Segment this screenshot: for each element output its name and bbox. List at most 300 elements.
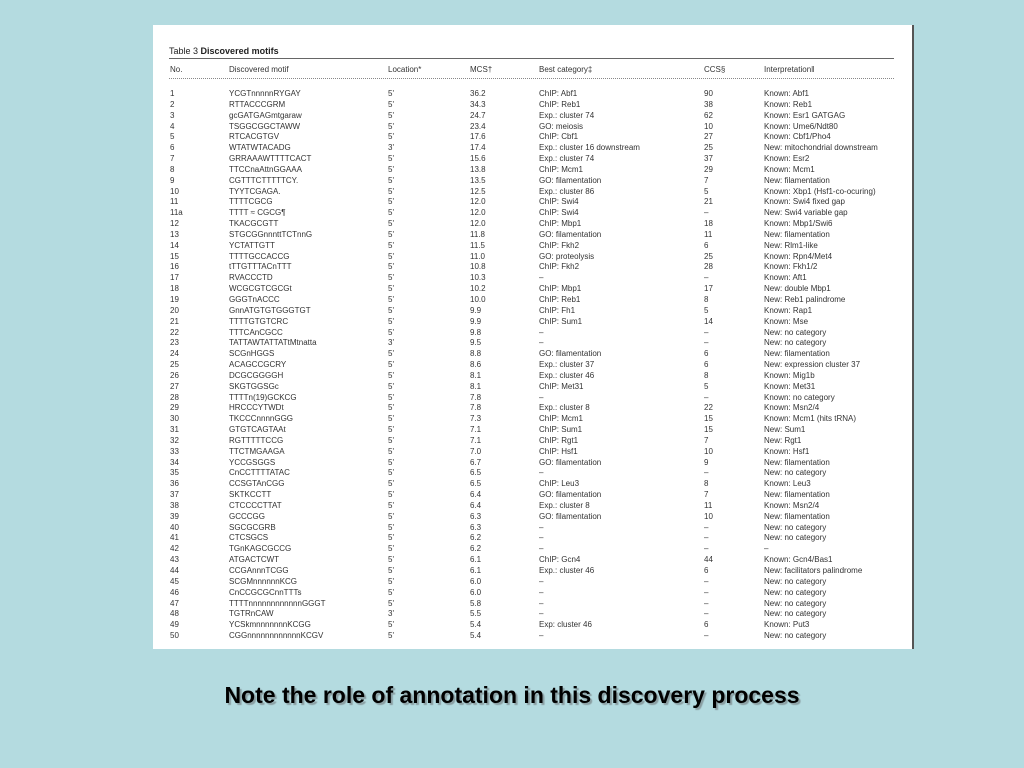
cell-ccs: 6 (704, 349, 709, 359)
cell-best-category: – (539, 609, 544, 619)
cell-motif: ATGACTCWT (229, 555, 280, 565)
cell-interpretation: Known: Fkh1/2 (764, 262, 818, 272)
cell-motif: ACAGCCGCRY (229, 360, 287, 369)
cell-motif: YCGTnnnnnRYGAY (229, 89, 301, 98)
cell-motif: SKGTGGSGc (229, 381, 279, 391)
cell-best-category: ChIP: Swi4 (539, 208, 579, 218)
cell-motif: WCGCGTCGCGt (229, 284, 292, 294)
cell-best-category: Exp.: cluster 8 (539, 403, 590, 413)
table-caption-prefix: Table 3 (169, 46, 199, 56)
cell-no: 14 (170, 240, 179, 250)
cell-mcs: 8.1 (470, 381, 482, 391)
cell-mcs: 6.5 (470, 479, 482, 489)
cell-ccs: 90 (704, 89, 713, 98)
cell-interpretation: New: facilitators palindrome (764, 566, 863, 575)
cell-ccs: 17 (704, 284, 713, 294)
cell-interpretation: Known: Reb1 (764, 99, 813, 109)
cell-location: 5' (388, 154, 394, 163)
cell-motif: TSGGCGGCTAWW (229, 121, 301, 131)
cell-ccs: 9 (704, 457, 709, 467)
cell-no: 29 (170, 403, 179, 413)
cell-no: 10 (170, 186, 179, 196)
cell-mcs: 12.5 (470, 186, 486, 196)
cell-ccs: 10 (704, 511, 713, 521)
cell-mcs: 15.6 (470, 154, 486, 163)
cell-location: 5' (388, 175, 394, 185)
cell-interpretation: – (764, 544, 769, 554)
cell-interpretation: New: Swi4 variable gap (764, 208, 848, 218)
cell-best-category: Exp.: cluster 86 (539, 186, 595, 196)
cell-best-category: ChIP: Met31 (539, 381, 584, 391)
cell-mcs: 8.6 (470, 360, 482, 369)
cell-best-category: GO: meiosis (539, 121, 584, 131)
cell-motif: RVACCCTD (229, 273, 273, 283)
cell-no: 4 (170, 121, 175, 131)
cell-location: 5' (388, 381, 394, 391)
table-caption-title: Discovered motifs (200, 46, 279, 56)
cell-ccs: – (704, 544, 709, 554)
cell-interpretation: New: Rgt1 (764, 435, 802, 445)
cell-mcs: 12.0 (470, 219, 486, 229)
cell-no: 3 (170, 110, 175, 120)
cell-no: 15 (170, 251, 179, 261)
cell-motif: TTCTMGAAGA (229, 446, 285, 456)
cell-ccs: – (704, 598, 709, 608)
cell-motif: YCTATTGTT (229, 240, 275, 250)
cell-mcs: 10.2 (470, 284, 486, 294)
cell-no: 28 (170, 392, 179, 402)
cell-interpretation: Known: Hsf1 (764, 446, 810, 456)
cell-ccs: – (704, 208, 709, 218)
cell-mcs: 13.5 (470, 175, 486, 185)
cell-interpretation: New: filamentation (764, 490, 830, 500)
cell-location: 5' (388, 295, 394, 304)
cell-mcs: 7.3 (470, 414, 482, 424)
cell-ccs: 8 (704, 295, 709, 304)
cell-interpretation: Known: Abf1 (764, 89, 809, 98)
cell-interpretation: New: Sum1 (764, 425, 806, 434)
cell-ccs: 10 (704, 121, 713, 131)
cell-no: 1 (170, 89, 175, 98)
cell-interpretation: Known: Xbp1 (Hsf1-co-ocuring) (764, 186, 876, 196)
cell-motif: tTTGTTTACnTTT (229, 262, 292, 272)
cell-interpretation: New: expression cluster 37 (764, 360, 861, 369)
cell-interpretation: Known: Esr2 (764, 154, 810, 163)
cell-best-category: ChIP: Cbf1 (539, 132, 579, 142)
cell-ccs: – (704, 587, 709, 597)
cell-no: 50 (170, 631, 179, 640)
cell-mcs: 7.0 (470, 446, 482, 456)
cell-interpretation: Known: Mig1b (764, 370, 815, 380)
cell-ccs: 29 (704, 164, 713, 174)
cell-interpretation: Known: Ume6/Ndt80 (764, 121, 838, 131)
cell-no: 13 (170, 229, 179, 239)
cell-motif: TTTTn(19)GCKCG (229, 392, 297, 402)
cell-no: 18 (170, 284, 179, 294)
cell-mcs: 10.0 (470, 295, 486, 304)
cell-ccs: 5 (704, 186, 709, 196)
cell-interpretation: Known: Mbp1/Swi6 (764, 219, 833, 229)
cell-best-category: ChIP: Mbp1 (539, 219, 582, 229)
cell-location: 5' (388, 392, 394, 402)
cell-location: 5' (388, 316, 394, 326)
cell-location: 5' (388, 219, 394, 229)
cell-ccs: 44 (704, 555, 713, 565)
cell-interpretation: New: no category (764, 338, 827, 348)
cell-interpretation: New: no category (764, 631, 827, 640)
cell-ccs: 7 (704, 175, 709, 185)
cell-best-category: ChIP: Reb1 (539, 295, 581, 304)
cell-ccs: 8 (704, 370, 709, 380)
cell-no: 11 (170, 197, 179, 207)
cell-no: 21 (170, 316, 179, 326)
cell-no: 33 (170, 446, 179, 456)
cell-no: 22 (170, 327, 179, 337)
cell-best-category: ChIP: Sum1 (539, 425, 583, 434)
cell-best-category: Exp.: cluster 37 (539, 360, 595, 369)
cell-motif: TTTTGTGTCRC (229, 316, 289, 326)
cell-mcs: 24.7 (470, 110, 486, 120)
cell-mcs: 6.5 (470, 468, 482, 478)
cell-location: 5' (388, 425, 394, 434)
cell-no: 37 (170, 490, 179, 500)
cell-location: 5' (388, 490, 394, 500)
cell-location: 5' (388, 468, 394, 478)
cell-ccs: – (704, 631, 709, 640)
cell-location: 5' (388, 435, 394, 445)
cell-interpretation: New: no category (764, 587, 827, 597)
cell-best-category: Exp.: cluster 74 (539, 110, 595, 120)
cell-ccs: – (704, 522, 709, 532)
cell-no: 6 (170, 143, 175, 153)
cell-mcs: 9.5 (470, 338, 482, 348)
cell-motif: TTTTGCCACCG (229, 251, 290, 261)
cell-mcs: 11.8 (470, 229, 485, 239)
cell-best-category: ChIP: Mcm1 (539, 164, 584, 174)
cell-no: 32 (170, 435, 179, 445)
cell-no: 17 (170, 273, 179, 283)
cell-best-category: ChIP: Abf1 (539, 89, 578, 98)
cell-no: 42 (170, 544, 179, 554)
cell-no: 43 (170, 555, 179, 565)
cell-location: 5' (388, 587, 394, 597)
cell-motif: CnCCGCGCnnTTTs (229, 587, 302, 597)
cell-ccs: 6 (704, 566, 709, 575)
cell-ccs: 25 (704, 251, 713, 261)
cell-best-category: – (539, 327, 544, 337)
header-interpretation: Interpretation‖ (764, 65, 815, 74)
cell-best-category: Exp.: cluster 8 (539, 500, 590, 510)
cell-interpretation: New: no category (764, 468, 827, 478)
cell-best-category: GO: filamentation (539, 175, 602, 185)
cell-location: 3' (388, 609, 394, 619)
cell-interpretation: New: filamentation (764, 457, 830, 467)
cell-location: 5' (388, 576, 394, 586)
cell-mcs: 34.3 (470, 99, 486, 109)
cell-mcs: 11.0 (470, 251, 485, 261)
cell-interpretation: Known: Msn2/4 (764, 500, 820, 510)
cell-motif: CGTTTCTTTTTCY. (229, 175, 299, 185)
cell-motif: HRCCCYTWDt (229, 403, 284, 413)
cell-location: 5' (388, 240, 394, 250)
cell-best-category: ChIP: Fkh2 (539, 262, 580, 272)
cell-interpretation: New: Reb1 palindrome (764, 295, 846, 304)
cell-best-category: ChIP: Leu3 (539, 479, 580, 489)
cell-mcs: 6.4 (470, 500, 482, 510)
cell-ccs: 18 (704, 219, 713, 229)
cell-interpretation: Known: Gcn4/Bas1 (764, 555, 833, 565)
cell-ccs: 62 (704, 110, 713, 120)
cell-best-category: ChIP: Fkh2 (539, 240, 580, 250)
cell-location: 5' (388, 620, 394, 630)
cell-location: 5' (388, 414, 394, 424)
cell-mcs: 36.2 (470, 89, 486, 98)
cell-interpretation: Known: Cbf1/Pho4 (764, 132, 831, 142)
cell-no: 12 (170, 219, 179, 229)
cell-motif: gcGATGAGmtgaraw (229, 110, 302, 120)
cell-motif: CnCCTTTTATAC (229, 468, 290, 478)
cell-best-category: – (539, 468, 544, 478)
cell-mcs: 17.4 (470, 143, 486, 153)
cell-mcs: 17.6 (470, 132, 486, 142)
cell-ccs: 22 (704, 403, 713, 413)
cell-no: 9 (170, 175, 175, 185)
cell-location: 5' (388, 305, 394, 315)
cell-ccs: – (704, 468, 709, 478)
cell-interpretation: New: filamentation (764, 175, 830, 185)
cell-motif: CCGAnnnTCGG (229, 566, 289, 575)
table-top-rule (169, 58, 894, 59)
header-mcs: MCS† (470, 65, 493, 74)
cell-mcs: 6.2 (470, 533, 482, 543)
cell-best-category: ChIP: Fh1 (539, 305, 576, 315)
cell-ccs: 7 (704, 490, 709, 500)
cell-motif: WTATWTACADG (229, 143, 291, 153)
cell-motif: TTTT ≈ CGCG¶ (229, 208, 286, 218)
cell-no: 11a (170, 208, 183, 218)
cell-best-category: GO: filamentation (539, 229, 602, 239)
cell-interpretation: Known: Swi4 fixed gap (764, 197, 845, 207)
cell-motif: YCCGSGGS (229, 457, 276, 467)
cell-mcs: 6.1 (470, 555, 482, 565)
cell-motif: TTCCnaAttnGGAAA (229, 164, 302, 174)
header-rule (169, 78, 894, 79)
cell-best-category: ChIP: Sum1 (539, 316, 583, 326)
cell-ccs: – (704, 338, 709, 348)
cell-best-category: GO: filamentation (539, 490, 602, 500)
cell-no: 30 (170, 414, 179, 424)
cell-motif: SCGnHGGS (229, 349, 275, 359)
cell-mcs: 13.8 (470, 164, 486, 174)
cell-ccs: 6 (704, 620, 709, 630)
cell-mcs: 9.9 (470, 305, 482, 315)
cell-location: 5' (388, 566, 394, 575)
cell-interpretation: New: Rlm1-like (764, 240, 818, 250)
cell-interpretation: Known: Put3 (764, 620, 810, 630)
header-motif: Discovered motif (229, 65, 289, 74)
cell-mcs: 6.3 (470, 522, 482, 532)
cell-motif: GRRAAAWTTTTCACT (229, 154, 312, 163)
cell-no: 44 (170, 566, 179, 575)
cell-no: 46 (170, 587, 179, 597)
cell-ccs: 11 (704, 500, 713, 510)
cell-no: 5 (170, 132, 175, 142)
cell-interpretation: New: no category (764, 576, 827, 586)
cell-no: 35 (170, 468, 179, 478)
slide-caption: Note the role of annotation in this discovery process (224, 682, 800, 708)
cell-motif: SCGMnnnnnnKCG (229, 576, 298, 586)
cell-ccs: 27 (704, 132, 713, 142)
cell-interpretation: New: mitochondrial downstream (764, 143, 878, 153)
cell-mcs: 12.0 (470, 208, 486, 218)
cell-mcs: 6.0 (470, 587, 482, 597)
cell-motif: TKCCCnnnnGGG (229, 414, 294, 424)
cell-interpretation: New: no category (764, 327, 827, 337)
cell-no: 31 (170, 425, 179, 434)
cell-location: 5' (388, 500, 394, 510)
cell-no: 23 (170, 338, 179, 348)
cell-ccs: 7 (704, 435, 709, 445)
cell-location: 3' (388, 143, 394, 153)
cell-location: 5' (388, 533, 394, 543)
cell-mcs: 6.3 (470, 511, 482, 521)
cell-motif: TTTCAnCGCC (229, 327, 283, 337)
cell-location: 5' (388, 262, 394, 272)
cell-ccs: 15 (704, 425, 713, 434)
cell-location: 5' (388, 349, 394, 359)
cell-location: 5' (388, 555, 394, 565)
cell-location: 5' (388, 522, 394, 532)
cell-location: 3' (388, 338, 394, 348)
cell-interpretation: New: no category (764, 598, 827, 608)
cell-interpretation: Known: Msn2/4 (764, 403, 820, 413)
cell-interpretation: Known: Rpn4/Met4 (764, 251, 833, 261)
cell-mcs: 8.1 (470, 370, 482, 380)
cell-location: 5' (388, 479, 394, 489)
cell-no: 38 (170, 500, 179, 510)
cell-location: 5' (388, 544, 394, 554)
cell-ccs: 11 (704, 229, 713, 239)
cell-motif: STGCGGnnnttTCTnnG (229, 229, 313, 239)
header-ccs: CCS§ (704, 65, 726, 74)
cell-no: 34 (170, 457, 179, 467)
cell-no: 48 (170, 609, 179, 619)
cell-no: 24 (170, 349, 179, 359)
cell-best-category: Exp: cluster 46 (539, 620, 592, 630)
cell-interpretation: New: filamentation (764, 511, 830, 521)
cell-ccs: 5 (704, 381, 709, 391)
cell-ccs: 38 (704, 99, 713, 109)
cell-interpretation: Known: Mcm1 (hits tRNA) (764, 414, 857, 424)
cell-no: 41 (170, 533, 179, 543)
cell-ccs: 5 (704, 305, 709, 315)
cell-location: 5' (388, 164, 394, 174)
cell-interpretation: Known: no category (764, 392, 835, 402)
cell-no: 19 (170, 295, 179, 304)
cell-location: 5' (388, 631, 394, 640)
cell-motif: TTTTnnnnnnnnnnnnGGGT (229, 598, 326, 608)
cell-location: 5' (388, 370, 394, 380)
cell-no: 27 (170, 381, 179, 391)
cell-best-category: ChIP: Mcm1 (539, 414, 584, 424)
cell-best-category: – (539, 273, 544, 283)
cell-best-category: Exp.: cluster 46 (539, 370, 595, 380)
cell-mcs: 6.0 (470, 576, 482, 586)
cell-best-category: Exp.: cluster 74 (539, 154, 595, 163)
cell-best-category: – (539, 392, 544, 402)
cell-no: 7 (170, 154, 175, 163)
cell-motif: TGTRnCAW (229, 609, 274, 619)
cell-mcs: 5.8 (470, 598, 482, 608)
cell-location: 5' (388, 284, 394, 294)
cell-motif: TTTTCGCG (229, 197, 273, 207)
cell-best-category: – (539, 522, 544, 532)
cell-motif: RGTTTTTCCG (229, 435, 284, 445)
table-caption (169, 46, 279, 56)
cell-interpretation: New: no category (764, 522, 827, 532)
cell-best-category: – (539, 631, 544, 640)
cell-ccs: – (704, 609, 709, 619)
cell-ccs: 10 (704, 446, 713, 456)
cell-mcs: 7.1 (470, 425, 482, 434)
cell-ccs: – (704, 533, 709, 543)
cell-no: 40 (170, 522, 179, 532)
cell-best-category: – (539, 338, 544, 348)
cell-best-category: ChIP: Gcn4 (539, 555, 581, 565)
cell-motif: DCGCGGGGH (229, 370, 284, 380)
cell-location: 5' (388, 99, 394, 109)
cell-best-category: – (539, 598, 544, 608)
cell-location: 5' (388, 360, 394, 369)
cell-motif: GTGTCAGTAAt (229, 425, 286, 434)
cell-mcs: 7.8 (470, 403, 482, 413)
document-edge (912, 25, 914, 649)
cell-location: 5' (388, 110, 394, 120)
cell-interpretation: New: no category (764, 609, 827, 619)
cell-best-category: ChIP: Rgt1 (539, 435, 579, 445)
cell-no: 47 (170, 598, 179, 608)
cell-mcs: 6.2 (470, 544, 482, 554)
cell-mcs: 6.1 (470, 566, 482, 575)
cell-no: 36 (170, 479, 179, 489)
cell-best-category: – (539, 587, 544, 597)
cell-mcs: 9.8 (470, 327, 482, 337)
cell-ccs: 15 (704, 414, 713, 424)
cell-interpretation: Known: Rap1 (764, 305, 813, 315)
table-document (153, 25, 914, 649)
cell-best-category: GO: filamentation (539, 349, 602, 359)
cell-best-category: GO: filamentation (539, 457, 602, 467)
cell-interpretation: New: filamentation (764, 349, 830, 359)
cell-ccs: 6 (704, 360, 709, 369)
cell-location: 5' (388, 121, 394, 131)
cell-interpretation: Known: Mcm1 (764, 164, 815, 174)
cell-mcs: 23.4 (470, 121, 486, 131)
cell-best-category: – (539, 533, 544, 543)
cell-mcs: 6.7 (470, 457, 482, 467)
cell-no: 2 (170, 99, 175, 109)
cell-motif: RTTACCCGRM (229, 99, 286, 109)
cell-best-category: Exp.: cluster 16 downstream (539, 143, 640, 153)
cell-ccs: 25 (704, 143, 713, 153)
cell-best-category: GO: filamentation (539, 511, 602, 521)
cell-mcs: 10.8 (470, 262, 486, 272)
cell-mcs: 7.8 (470, 392, 482, 402)
cell-location: 5' (388, 229, 394, 239)
cell-location: 5' (388, 403, 394, 413)
cell-location: 5' (388, 251, 394, 261)
cell-mcs: 6.4 (470, 490, 482, 500)
